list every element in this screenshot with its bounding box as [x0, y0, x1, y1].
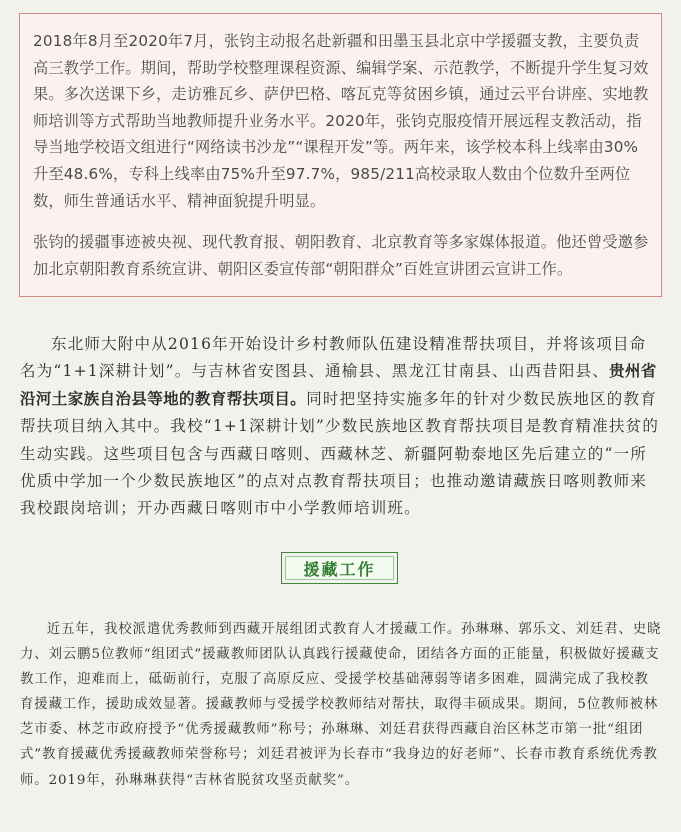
- program-text-c: 同时把坚持实施多年的针对少数民族地区的教育帮扶项目纳入其中。我校“1+1深耕计划”少数民族地区教育帮扶项目是教育精准扶贫的生动实践。这些项目包含与西藏日喀则、西藏林芝、新疆阿勒泰地区先后建立的“一所优质中学加一个少数民族地区”的点对点教育帮扶项目；也推动邀请藏族日喀则教师来我校跟岗培训；开办西藏日喀则市中小学教师培训班。: [20, 389, 660, 518]
- program-text-a: 东北师大附中从2016年开始设计乡村教师队伍建设精准帮扶项目，并将该项目命名为“1+1深耕计划”。与吉林省安图县、通榆县、黑龙江甘南县、山西昔阳县、: [20, 335, 647, 381]
- program-highlight-text: 贵州省沿河土家族自治县等地的教育帮扶项目。: [20, 362, 657, 408]
- intro-highlight-box: [19, 13, 662, 297]
- tibet-aid-paragraph: 近五年，我校派遣优秀教师到西藏开展组团式教育人才援藏工作。孙琳琳、郭乐文、刘廷君、史晓力、刘云鹏5位教师“组团式”援藏教师团队认真践行援藏使命，团结各方面的正能量，积极做好援藏支教工作，迎难而上，砥砺前行，克服了高原反应、受援学校基础薄弱等诸多困难，圆满完成了我校教育援藏工作，援助成效显著。援藏教师与受援学校教师结对帮扶，取得丰硕成果。期间，5位教师被林芝市委、林芝市政府授予“优秀援藏教师”称号；孙琳琳、刘廷君获得西藏自治区林芝市第一批“组团式”教育援藏优秀援藏教师荣誉称号；刘廷君被评为长春市“我身边的好老师”、长春市教育系统优秀教师。2019年，孙琳琳获得“吉林省脱贫攻坚贡献奖”。: [20, 622, 662, 788]
- section-rural-teacher-program: [20, 331, 663, 523]
- intro-paragraph-2: 张钧的援疆事迹被央视、现代教育报、朝阳教育、北京教育等多家媒体报道。他还曾受邀参加北京朝阳教育系统宣讲、朝阳区委宣传部“朝阳群众”百姓宣讲团云宣讲工作。: [33, 233, 649, 278]
- section-tibet-aid: [20, 617, 663, 793]
- section-heading-tibet: 援藏工作: [285, 556, 394, 580]
- section-heading-frame: [281, 552, 398, 584]
- intro-paragraph-1: 2018年8月至2020年7月，张钧主动报名赴新疆和田墨玉县北京中学援疆支教，主要负责高三教学工作。期间，帮助学校整理课程资源、编辑学案、示范教学，不断提升学生复习效果。多次送课下乡，走访雅瓦乡、萨伊巴格、喀瓦克等贫困乡镇，通过云平台讲座、实地教师培训等方式帮助当地教师提升业务水平。2020年，张钧克服疫情开展远程支教活动，指导当地学校语文组进行“网络读书沙龙”“课程开发”等。两年来，该学校本科上线率由30%升至48.6%，专科上线率由75%升至97.7%，985/211高校录取人数由个位数升至两位数，师生普通话水平、精神面貌提升明显。: [33, 32, 649, 210]
- program-paragraph: [20, 331, 663, 523]
